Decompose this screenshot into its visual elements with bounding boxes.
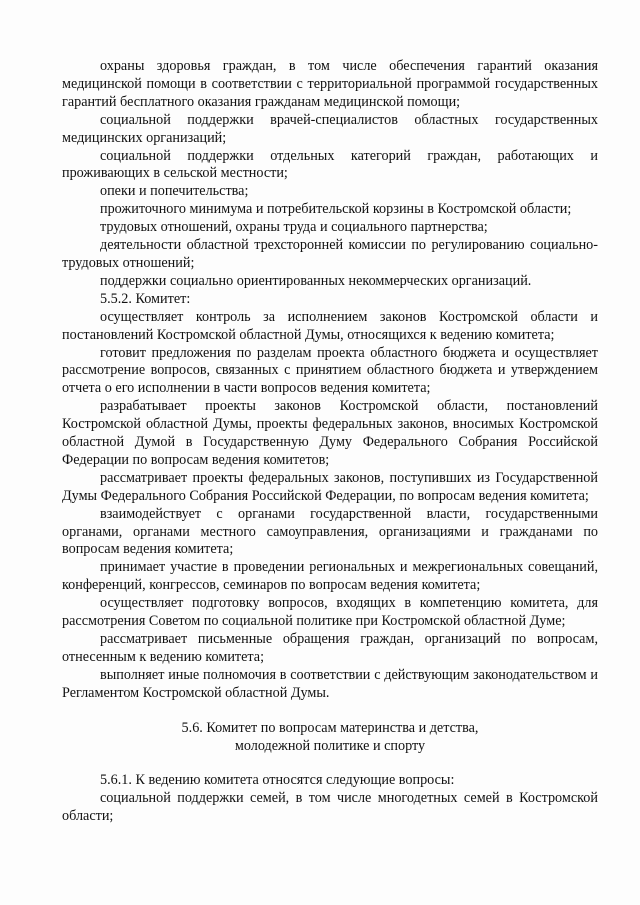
paragraph: социальной поддержки отдельных категорий граждан, работающих и проживающих в сельской местности;	[62, 147, 598, 182]
section-heading-line-2: молодежной политике и спорту	[234, 737, 426, 754]
paragraph: выполняет иные полномочия в соответствии с действующим законодательством и Регламентом Костромской областной Думы.	[62, 666, 598, 701]
paragraph: социальной поддержки семей, в том числе многодетных семей в Костромской области;	[62, 790, 598, 825]
paragraph: взаимодействует с органами государственной власти, государственными органами, органами местного самоуправления, организациями и гражданами по вопросам ведения комитета;	[62, 505, 598, 558]
section-label: 5.6.1. К ведению комитета относятся следующие вопросы:	[100, 772, 455, 789]
section-label: 5.5.2. Комитет:	[100, 290, 191, 307]
paragraph: рассматривает проекты федеральных законов, поступивших из Государственной Думы Федерального Собрания Российской Федерации, по вопросам ведения комитета;	[62, 469, 598, 504]
paragraph: деятельности областной трехсторонней комиссии по регулированию социально-трудовых отношений;	[62, 237, 598, 271]
document-body	[62, 58, 598, 826]
paragraph: готовит предложения по разделам проекта областного бюджета и осуществляет рассмотрение вопросов, связанных с принятием областного бюджета и утверждением отчета о его исполнении в части вопросов ведения комитета;	[62, 344, 598, 397]
paragraph: принимает участие в проведении региональных и межрегиональных совещаний, конференций, конгрессов, семинаров по вопросам ведения комитета;	[62, 559, 598, 594]
paragraph: поддержки социально ориентированных некоммерческих организаций.	[100, 272, 532, 289]
section-heading	[62, 720, 598, 756]
paragraph: опеки и попечительства;	[100, 183, 249, 200]
paragraph: осуществляет подготовку вопросов, входящих в компетенцию комитета, для рассмотрения Советом по социальной политике при Костромской областной Думе;	[62, 595, 598, 630]
paragraph: трудовых отношений, охраны труда и социального партнерства;	[100, 219, 488, 236]
paragraph: социальной поддержки врачей-специалистов областных государственных медицинских организаций;	[62, 111, 598, 146]
section-heading-line-1: 5.6. Комитет по вопросам материнства и детства,	[181, 719, 479, 736]
paragraph: рассматривает письменные обращения граждан, организаций по вопросам, отнесенным к ведению комитета;	[62, 631, 598, 665]
paragraph: разрабатывает проекты законов Костромской области, постановлений Костромской областной Думы, проекты федеральных законов, вносимых Костромской областной Думой в Государственную Думу Федерального Собрания Российской Федерации по вопросам ведения комитетов;	[62, 398, 598, 468]
paragraph: прожиточного минимума и потребительской корзины в Костромской области;	[100, 201, 572, 218]
paragraph: охраны здоровья граждан, в том числе обеспечения гарантий оказания медицинской помощи в соответствии с территориальной программой государственных гарантий бесплатного оказания гражданам медицинской помощи;	[62, 58, 598, 110]
paragraph: осуществляет контроль за исполнением законов Костромской области и постановлений Костромской областной Думы, относящихся к ведению комитета;	[62, 308, 598, 343]
